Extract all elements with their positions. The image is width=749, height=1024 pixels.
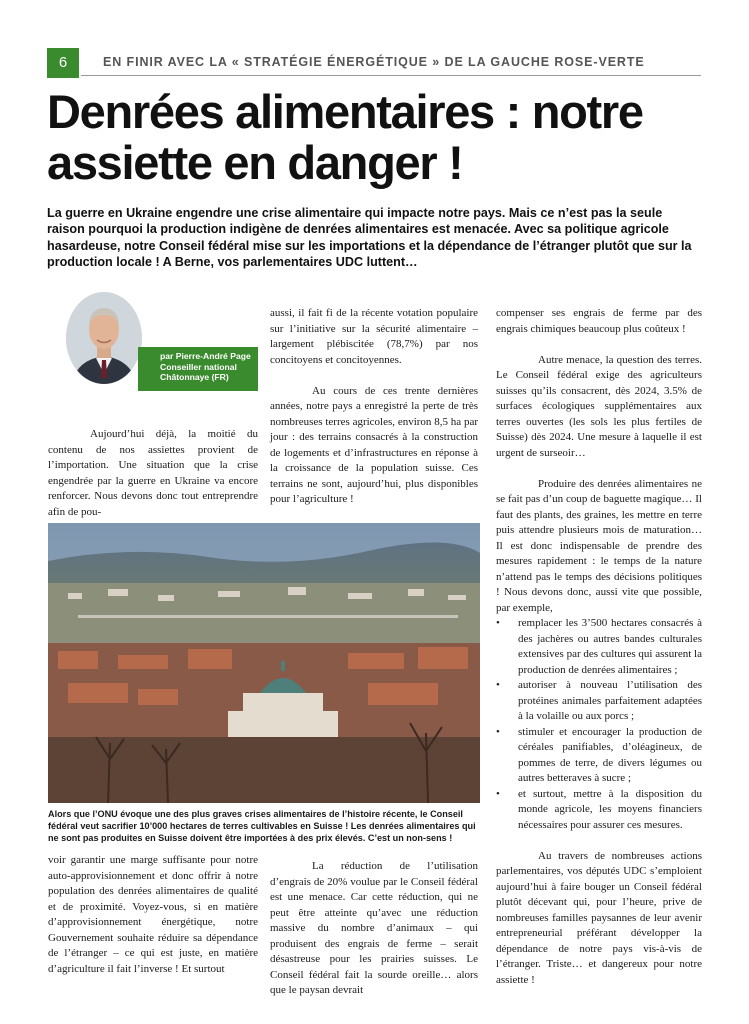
paragraph: voir garantir une marge suffisante pour notre auto-approvisionnement et donc offrir à notre population des denrées alimentaires de qualité et de proximité. Voyez-vous, si en matière d’approvisionnement énergétique, notre Gouvernement souhaite réduire sa dépendance de l’étranger – ce qui est juste, en matière d’agriculture il fait l’inverse ! Et surtout <box>48 854 258 975</box>
header-divider <box>81 75 701 76</box>
author-portrait <box>66 292 142 384</box>
list-item: • et surtout, mettre à la disposition du monde agricole, les moyens financiers nécessaires pour assurer ces mesures. <box>496 787 702 834</box>
column-2-bottom <box>270 859 478 999</box>
byline-author: par Pierre-André Page <box>160 351 251 361</box>
author-byline <box>138 347 258 391</box>
byline-place: Châtonnaye (FR) <box>160 372 229 383</box>
list-item: • autoriser à nouveau l’utilisation des protéines animales parfaitement adaptées à la volaille ou aux porcs ; <box>496 678 702 725</box>
list-item: • stimuler et encourager la production de céréales panifiables, d’oléagineux, de pommes de terre, de divers légumes ou autres betteraves à sucre ; <box>496 725 702 787</box>
article-lead: La guerre en Ukraine engendre une crise alimentaire qui impacte notre pays. Mais ce n’est pas la seule raison pourquoi la production indigène de denrées alimentaires est menacée. Avec sa politique agricole hasardeuse, notre Conseil fédéral mise sur les importations et la dépendance de l’étranger plutôt que sur la production locale ! A Berne, vos parlementaires UDC luttent… <box>47 206 692 269</box>
city-photo <box>48 523 480 803</box>
page-header <box>47 48 701 78</box>
section-kicker: EN FINIR AVEC LA « STRATÉGIE ÉNERGÉTIQUE » DE LA GAUCHE ROSE-VERTE <box>103 55 645 69</box>
list-item: • remplacer les 3’500 hectares consacrés à des jachères ou autres bandes culturales extensives par des cultures qui assurent la production de denrées alimentaires ; <box>496 616 702 678</box>
byline-role: Conseiller national <box>160 361 237 372</box>
paragraph: Produire des denrées alimentaires ne se fait pas d’un coup de baguette magique… Il faut des plants, des graines, les mettre en terre puis attendre plusieurs mois de maturation… Il est donc indispensable de prendre des mesures rapidement : le temps de la nature n’attend pas le temps des décisions politiques ! Nous devons donc, aussi vite que possible, par exemple, <box>496 477 702 614</box>
column-2-top <box>270 306 478 508</box>
paragraph: La réduction de l’utilisation d’engrais de 20% voulue par le Conseil fédéral est une menace. Car cette réduction, qui ne peut être atteinte qu’avec une réduction massive du nombre d’animaux – qui produisent des engrais de ferme – serait désastreuse pour les prairies suisses. Le Conseil fédéral fait la sourde oreille… alors que le paysan devrait <box>270 860 478 996</box>
paragraph: Au cours de ces trente dernières années, notre pays a enregistré la perte de très nombreuses terres agricoles, environ 8,5 ha par jour : des terrains consacrés à la construction de logements et d’infrastructures en réponse à la croissance de la population suisse. Ces terrains ne sont, aujourd’hui, plus disponibles pour l’agriculture ! <box>270 384 478 505</box>
paragraph: Au travers de nombreuses actions parlementaires, vos députés UDC s’emploient aujourd’hui à faire bouger un Conseil fédéral plutôt décevant qui, pour l’heure, prive de nombreuses familles paysannes de leur avenir entrepreneurial préférant développer la dépendance de notre pays vis-à-vis de l’étranger. Triste… et dangereux pour notre assiette ! <box>496 849 702 986</box>
paragraph: aussi, il fait fi de la récente votation populaire sur l’initiative sur la sécurité alimentaire – largement plébiscitée (78,7%) par nos concitoyens et concitoyennes. <box>270 307 478 366</box>
paragraph: Aujourd’hui déjà, la moitié du contenu de nos assiettes provient de l’importation. Une situation que la crise engendrée par la guerre en Ukraine va encore renforcer. Nous devons donc tout entreprendre afin de pou- <box>48 428 258 518</box>
portrait-image <box>66 292 142 384</box>
page-number: 6 <box>47 48 79 78</box>
column-1-top <box>48 427 258 520</box>
photo-caption: Alors que l’ONU évoque une des plus graves crises alimentaires de l’histoire récente, le Conseil fédéral veut sacrifier 10’000 hectares de terres cultivables en Suisse ! Les denrées alimentaires qui ne sont pas produites en Suisse doivent être importées à des prix élevés. C’est un non-sens ! <box>48 809 476 843</box>
article-headline: Denrées alimentaires : notre assiette en danger ! <box>47 85 643 189</box>
paragraph: Autre menace, la question des terres. Le Conseil fédéral exige des agriculteurs suisses qu’ils consacrent, dès 2024, 3.5% de surfaces écologiques supplémentaires aux terres ouvertes (les sols les plus fertiles de Suisse) dès 2024. Une mesure à laquelle il est urgent de surseoir… <box>496 353 702 459</box>
paragraph: compenser ses engrais de ferme par des engrais chimiques beaucoup plus coûteux ! <box>496 307 702 335</box>
column-1-bottom <box>48 853 258 977</box>
column-3 <box>496 306 702 988</box>
measures-list <box>496 616 702 833</box>
bern-cityscape-image <box>48 523 480 803</box>
